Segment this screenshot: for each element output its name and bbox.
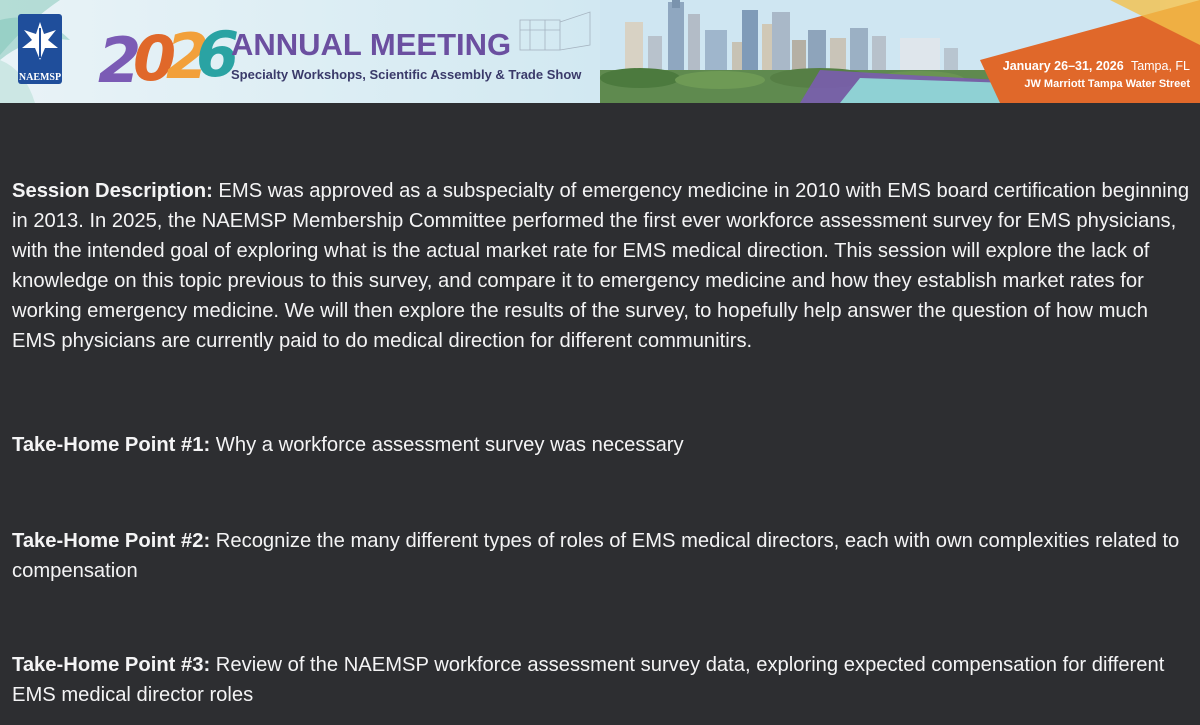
session-description-text: EMS was approved as a subspecialty of emergency medicine in 2010 with EMS board certification beginning in 2013. In 2025, the NAEMSP Membership Committee performed the first ever workforce assessment survey for EMS physicians, with the intended goal of exploring what is the actual market rate for EMS medical direction. This session will explore the lack of knowledge on this topic previous to this survey, and compare it to emergency medicine and how they establish market rates for working emergency medicine. We will then explore the results of the survey, to hopefully help answer the question of how much EMS physicians are currently paid to do medical direction for different communitirs.: [12, 180, 1190, 352]
year-digit-0: 0: [133, 22, 177, 95]
take-home-label-2: Take-Home Point #2:: [12, 530, 211, 552]
take-home-label-3: Take-Home Point #3:: [12, 654, 211, 676]
year-digit-6: 6: [196, 18, 240, 91]
event-dates: January 26–31, 2026: [1002, 59, 1124, 73]
session-description-label: Session Description:: [12, 180, 213, 202]
banner-artwork: [0, 0, 1200, 103]
session-description: [12, 176, 1192, 356]
year-digit-2b: 2: [166, 20, 210, 93]
year-graphic: [98, 18, 239, 97]
take-home-text-1: Why a workforce assessment survey was necessary: [215, 434, 684, 456]
event-dates-line: [1003, 59, 1190, 73]
event-venue: JW Marriott Tampa Water Street: [1024, 78, 1190, 90]
meeting-title: ANNUAL MEETING: [231, 27, 512, 62]
event-banner: [0, 0, 1200, 103]
take-home-point-1: [12, 430, 1192, 460]
take-home-text-3: Review of the NAEMSP workforce assessment survey data, exploring expected compensation for different EMS medical director roles: [12, 654, 1165, 706]
naemsp-logo-text: NAEMSP: [18, 72, 62, 83]
take-home-point-3: [12, 650, 1192, 710]
take-home-point-2: [12, 526, 1192, 586]
meeting-subtitle: Specialty Workshops, Scientific Assembly & Trade Show: [231, 67, 582, 82]
event-city: Tampa, FL: [1130, 59, 1190, 73]
take-home-label-1: Take-Home Point #1:: [12, 434, 211, 456]
year-digit-2a: 2: [98, 24, 142, 97]
building-sketch-decoration: [520, 12, 590, 50]
take-home-text-2: Recognize the many different types of roles of EMS medical directors, each with own complexities related to compensation: [12, 530, 1180, 582]
